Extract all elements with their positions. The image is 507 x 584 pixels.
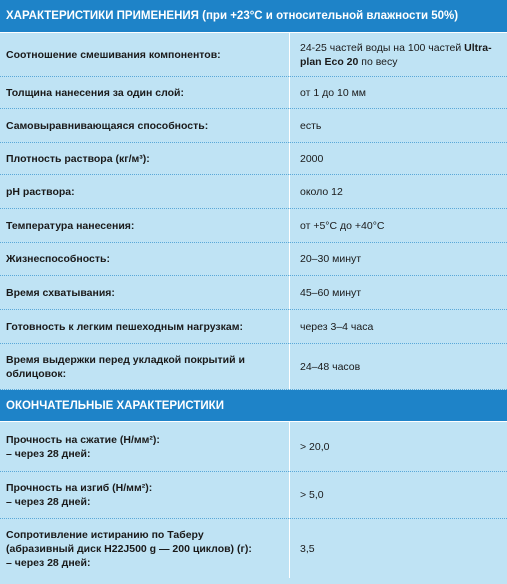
table-row xyxy=(0,422,507,472)
row-label xyxy=(0,344,290,389)
row-value: 3,5 xyxy=(300,542,315,555)
row-label-line: (абразивный диск H22J500 g — 200 циклов) (г): xyxy=(6,542,252,555)
section-title: ХАРАКТЕРИСТИКИ ПРИМЕНЕНИЯ xyxy=(6,10,199,22)
row-value: через 3–4 часа xyxy=(300,320,374,333)
table-row xyxy=(0,109,507,143)
table-row xyxy=(0,33,507,77)
row-label xyxy=(0,519,290,578)
table-row xyxy=(0,519,507,578)
row-value: от +5°C до +40°C xyxy=(300,219,385,232)
row-value: 20–30 минут xyxy=(300,253,362,265)
row-value: 45–60 минут xyxy=(300,286,362,299)
section-title: ОКОНЧАТЕЛЬНЫЕ ХАРАКТЕРИСТИКИ xyxy=(6,399,224,412)
product-name: Ultra-plan Eco 20 xyxy=(300,41,492,68)
row-value: 24–48 часов xyxy=(300,360,361,373)
row-label: Температура нанесения: xyxy=(0,209,290,242)
table-row xyxy=(0,143,507,175)
row-label xyxy=(0,422,290,471)
row-label-line: – через 28 дней: xyxy=(6,447,91,460)
row-value-suffix: по весу xyxy=(358,55,398,68)
row-label-line: облицовок: xyxy=(6,367,67,380)
row-value: 2000 xyxy=(300,152,324,165)
row-value: > 20,0 xyxy=(300,440,330,453)
table-row xyxy=(0,209,507,243)
section-subtitle: (при +23°C и относительной влажности 50%) xyxy=(202,10,459,22)
row-label: Время схватывания: xyxy=(0,276,290,309)
table-row xyxy=(0,310,507,344)
row-label xyxy=(0,472,290,518)
row-value xyxy=(290,33,507,76)
row-value: есть xyxy=(300,119,322,132)
table-row xyxy=(0,472,507,519)
row-label: pH раствора: xyxy=(0,175,290,208)
row-label: Толщина нанесения за один слой: xyxy=(0,77,290,108)
row-label: Жизнеспособность: xyxy=(0,243,290,275)
row-label: Самовыравнивающаяся способность: xyxy=(0,109,290,142)
row-value: > 5,0 xyxy=(300,489,324,501)
row-label-line: Время выдержки перед укладкой покрытий и xyxy=(6,353,245,366)
row-label-line: Прочность на изгиб (Н/мм²): xyxy=(6,482,153,494)
table-row xyxy=(0,243,507,276)
row-value-text: 24-25 частей воды на 100 частей xyxy=(300,41,465,54)
section-header-final xyxy=(0,390,507,422)
table-row xyxy=(0,77,507,109)
row-label-line: – через 28 дней: xyxy=(6,496,91,508)
row-label-line: Прочность на сжатие (Н/мм²): xyxy=(6,433,160,446)
row-value: около 12 xyxy=(300,185,343,198)
row-label: Плотность раствора (кг/м³): xyxy=(0,143,290,174)
table-row xyxy=(0,276,507,310)
row-label-line: Сопротивление истиранию по Таберу xyxy=(6,528,204,541)
table-row xyxy=(0,175,507,209)
row-value: от 1 до 10 мм xyxy=(300,86,367,99)
section-header-application xyxy=(0,0,507,33)
table-row xyxy=(0,344,507,390)
row-label: Готовность к легким пешеходным нагрузкам: xyxy=(0,310,290,343)
row-label: Соотношение смешивания компонентов: xyxy=(0,33,290,76)
row-label-line: – через 28 дней: xyxy=(6,556,91,569)
